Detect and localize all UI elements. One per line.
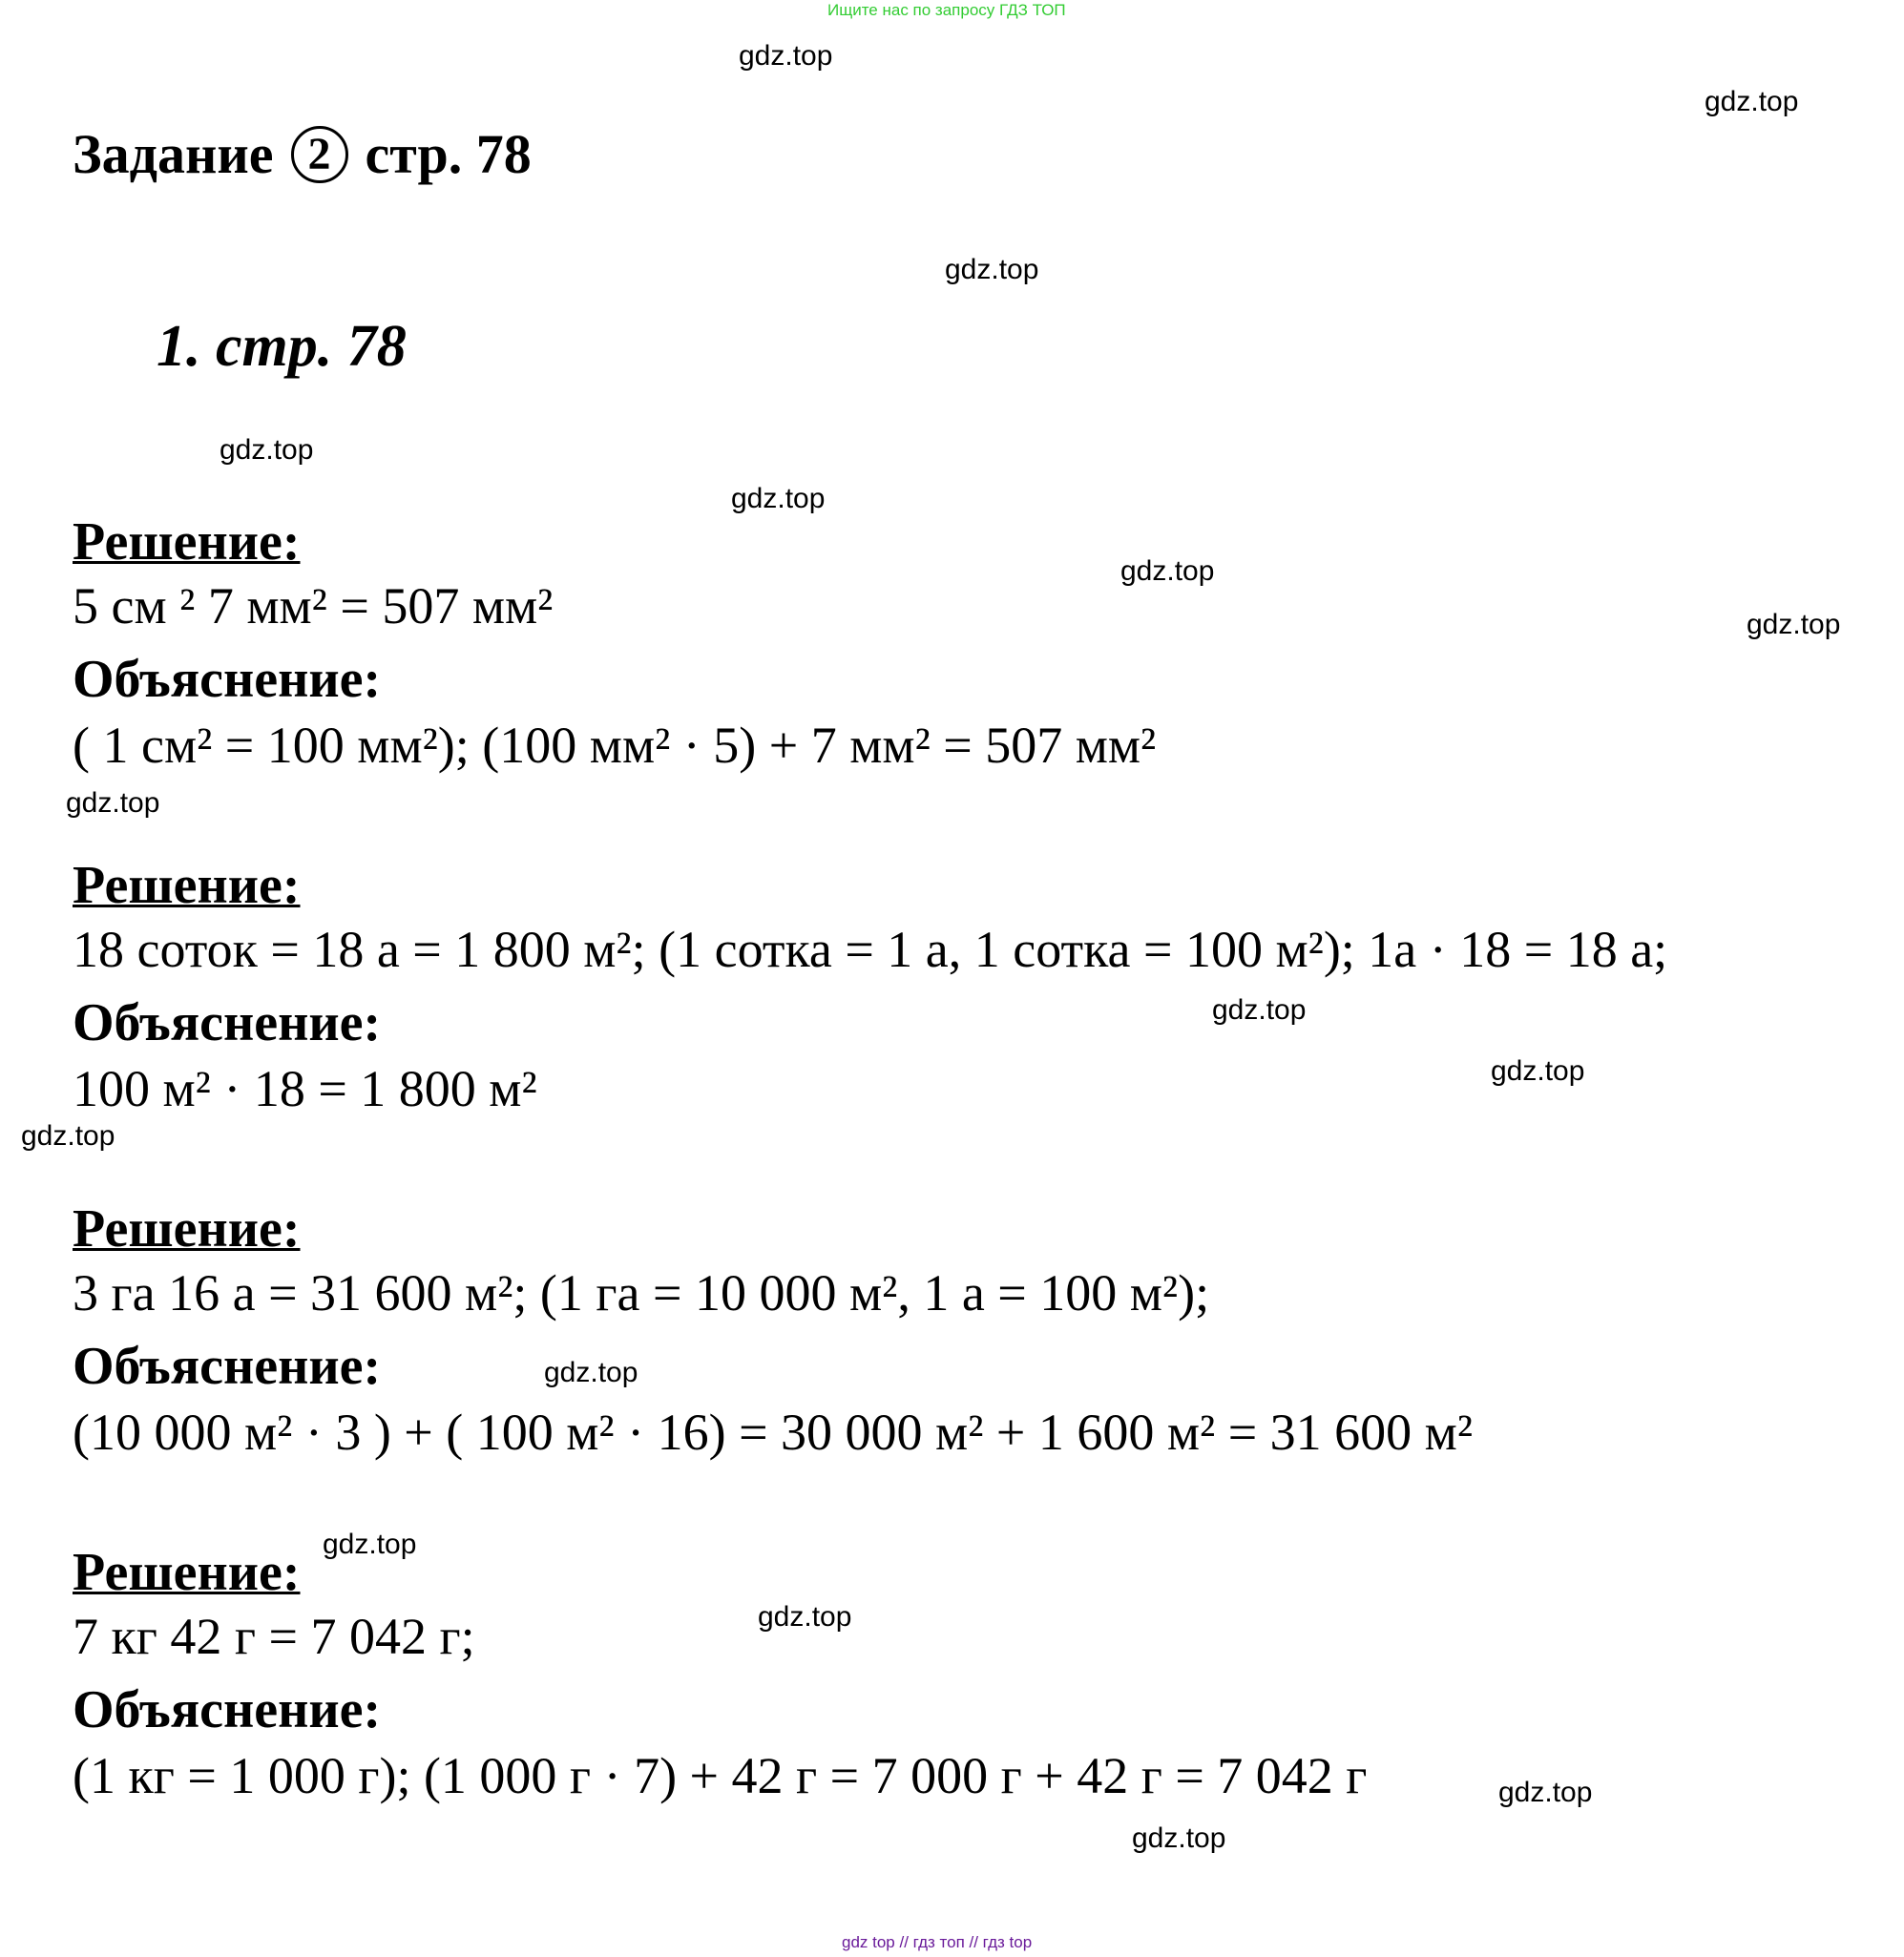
solution-line: 7 кг 42 г = 7 042 г; xyxy=(73,1608,475,1665)
task-number-circle: 2 xyxy=(291,126,348,183)
watermark: gdz.top xyxy=(739,40,833,72)
explanation-heading: Объяснение: xyxy=(73,650,382,709)
solution-heading: Решение: xyxy=(73,1543,301,1602)
watermark: gdz.top xyxy=(731,483,826,514)
task-suffix: стр. 78 xyxy=(365,123,532,185)
footer-links[interactable]: gdz top // гдз топ // гдз top xyxy=(842,1933,1033,1951)
explanation-line: (1 кг = 1 000 г); (1 000 г · 7) + 42 г = 7 000 г + 42 г = 7 042 г xyxy=(73,1747,1368,1804)
watermark: gdz.top xyxy=(544,1357,638,1388)
watermark: gdz.top xyxy=(1747,609,1841,640)
watermark: gdz.top xyxy=(66,787,160,819)
watermark: gdz.top xyxy=(758,1601,852,1633)
explanation-line: (10 000 м² · 3 ) + ( 100 м² · 16) = 30 000 м² + 1 600 м² = 31 600 м² xyxy=(73,1404,1474,1461)
watermark: gdz.top xyxy=(220,434,314,466)
subtitle: 1. стр. 78 xyxy=(157,314,407,379)
watermark: gdz.top xyxy=(1491,1055,1585,1087)
solution-line: 3 га 16 а = 31 600 м²; (1 га = 10 000 м², 1 а = 100 м²); xyxy=(73,1264,1210,1322)
watermark: gdz.top xyxy=(1212,994,1307,1026)
explanation-line: 100 м² · 18 = 1 800 м² xyxy=(73,1060,537,1117)
top-banner[interactable]: Ищите нас по запросу ГДЗ ТОП xyxy=(827,1,1066,19)
explanation-heading: Объяснение: xyxy=(73,993,382,1052)
task-prefix: Задание xyxy=(73,123,274,185)
watermark: gdz.top xyxy=(945,254,1039,285)
explanation-heading: Объяснение: xyxy=(73,1680,382,1739)
explanation-heading: Объяснение: xyxy=(73,1337,382,1396)
watermark: gdz.top xyxy=(1705,86,1799,117)
solution-line: 5 см ² 7 мм² = 507 мм² xyxy=(73,577,554,635)
explanation-line: ( 1 см² = 100 мм²); (100 мм² · 5) + 7 мм² = 507 мм² xyxy=(73,717,1157,774)
task-title xyxy=(73,122,532,186)
solution-heading: Решение: xyxy=(73,1199,301,1259)
watermark: gdz.top xyxy=(1120,555,1215,587)
watermark: gdz.top xyxy=(323,1529,417,1560)
watermark: gdz.top xyxy=(1132,1822,1226,1854)
solution-heading: Решение: xyxy=(73,856,301,915)
solution-heading: Решение: xyxy=(73,512,301,572)
watermark: gdz.top xyxy=(21,1120,115,1152)
solution-line: 18 соток = 18 а = 1 800 м²; (1 сотка = 1 а, 1 сотка = 100 м²); 1а · 18 = 18 а; xyxy=(73,921,1668,978)
watermark: gdz.top xyxy=(1498,1777,1593,1808)
